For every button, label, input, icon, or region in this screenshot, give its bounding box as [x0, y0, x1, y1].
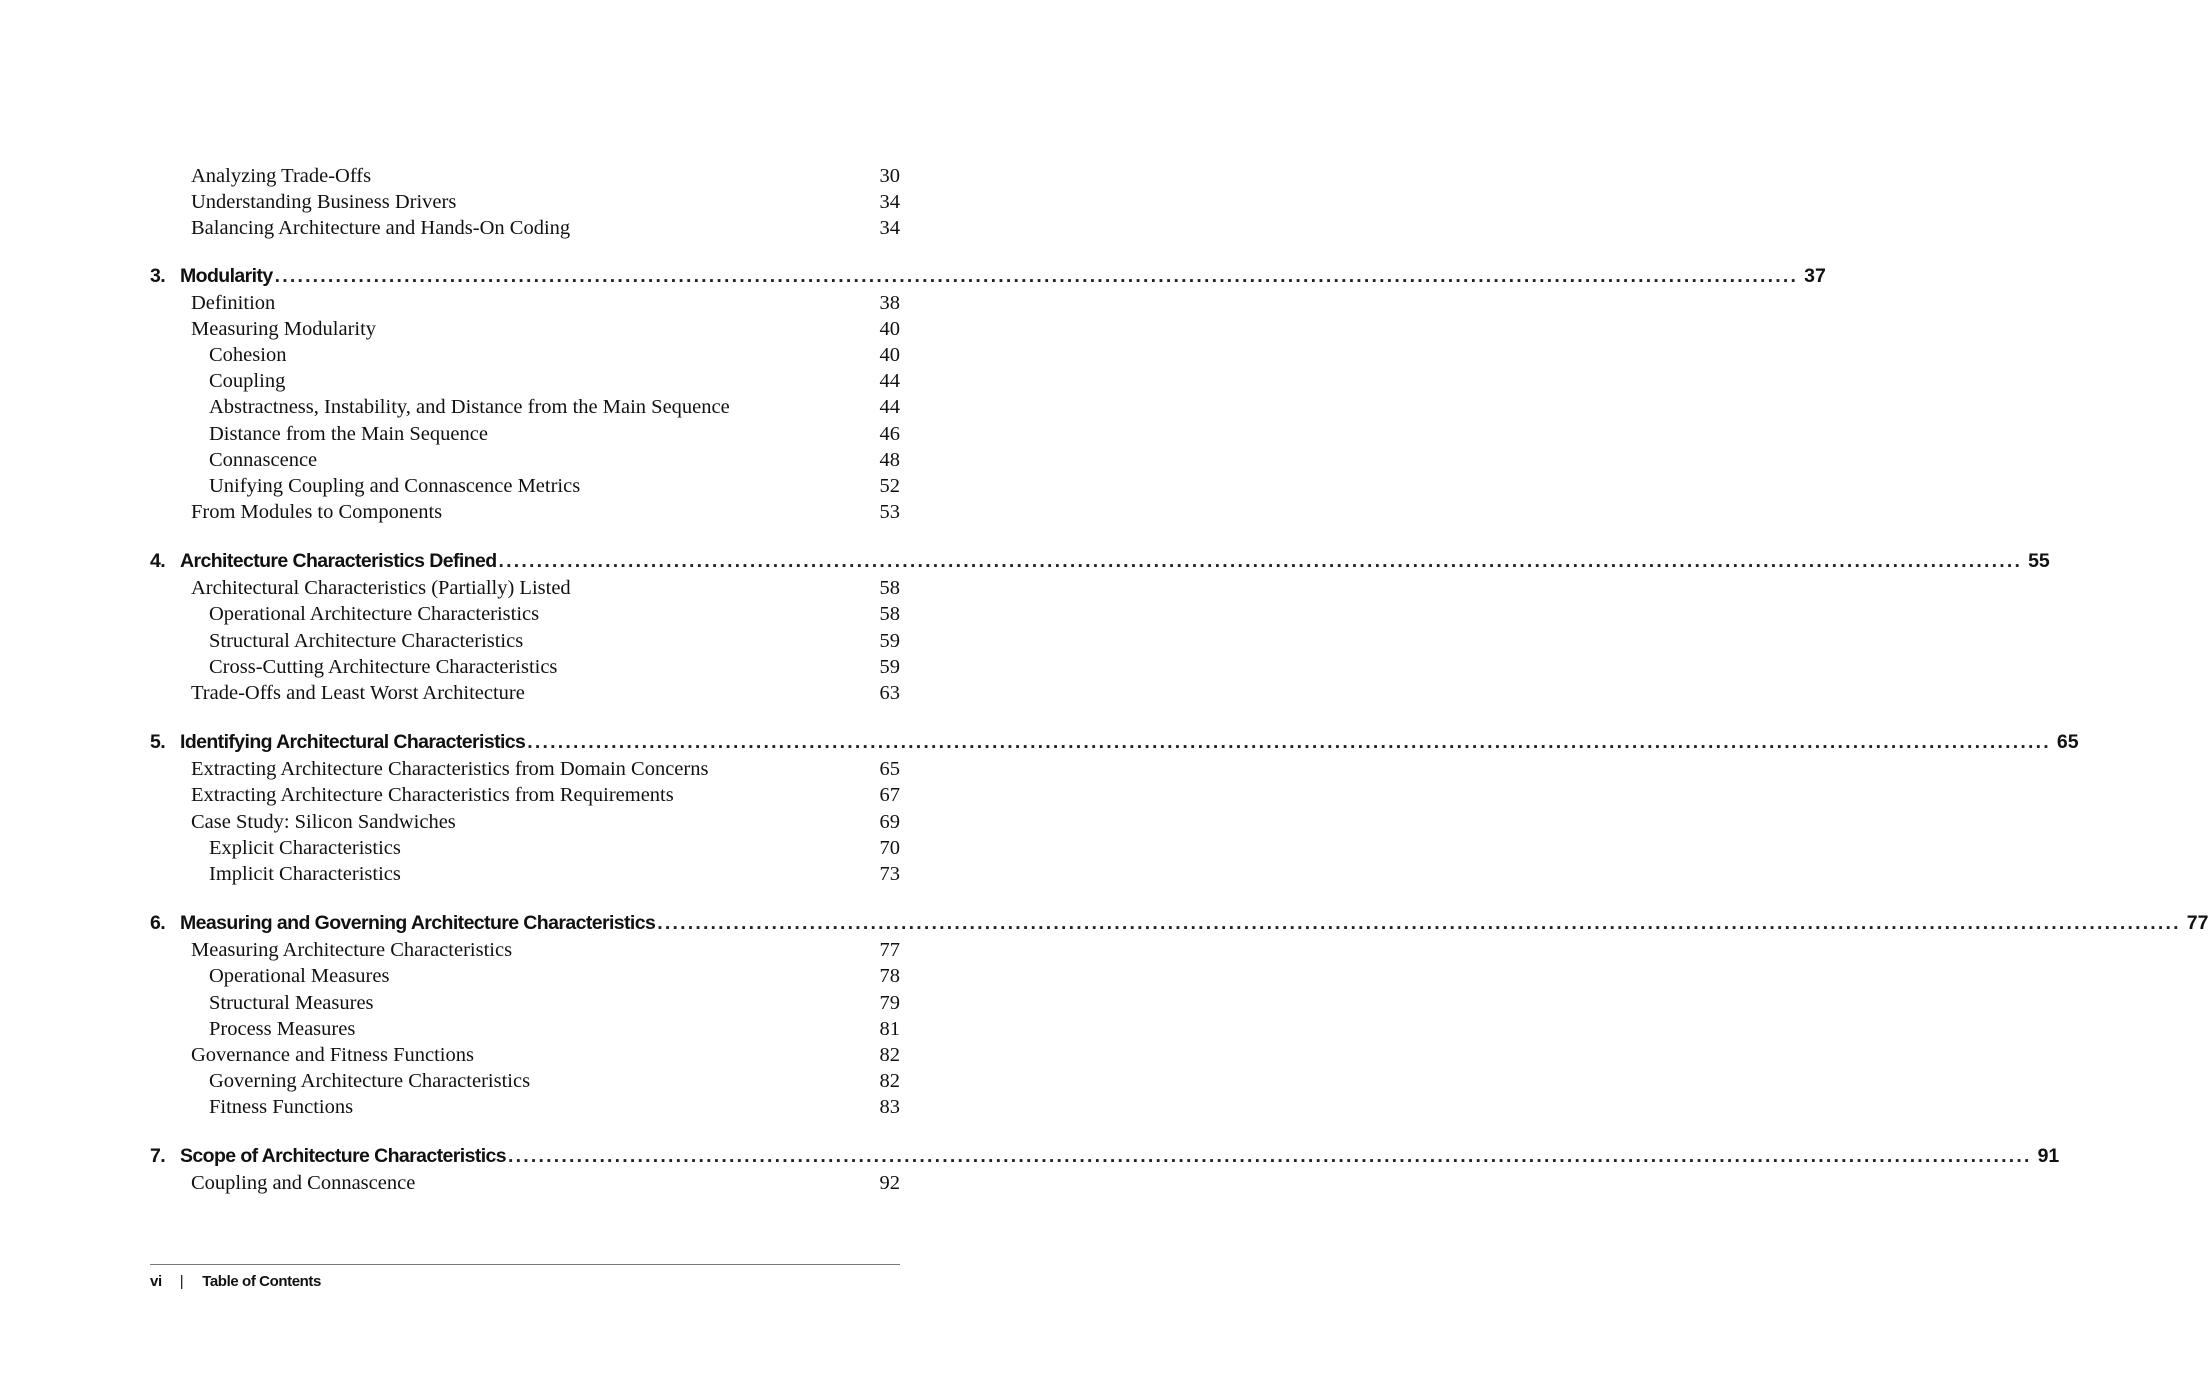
toc-entry[interactable] [150, 680, 900, 706]
toc-entry[interactable] [150, 575, 900, 601]
footer-separator: | [179, 1273, 184, 1290]
toc-entry-title: Process Measures [209, 1017, 356, 1040]
toc-entry-page: 82 [879, 1070, 900, 1093]
toc-entry-page: 92 [879, 1172, 900, 1195]
footer-page-number: vi [150, 1273, 162, 1290]
toc-entry-title: Structural Measures [209, 991, 374, 1014]
toc-entry-page: 58 [879, 577, 900, 600]
toc-entry-page: 67 [879, 784, 900, 807]
dot-leader: ........................................................................................................................................................................................................ [498, 550, 2023, 573]
toc-chapter-page: 37 [1804, 264, 1826, 287]
toc-entry[interactable] [150, 1170, 900, 1196]
toc-entry[interactable] [150, 473, 900, 499]
toc-entry[interactable] [150, 447, 900, 473]
toc-entry-title: Operational Architecture Characteristics [209, 603, 540, 626]
toc-entry-title: Trade-Offs and Least Worst Architecture [191, 682, 525, 704]
toc-chapter-number: 7. [150, 1145, 166, 1168]
toc-entry-title: Cross-Cutting Architecture Characteristics [209, 655, 558, 678]
toc-chapter-heading[interactable] [150, 909, 2208, 937]
toc-entry-page: 40 [879, 343, 900, 366]
toc-entry[interactable] [150, 809, 900, 835]
toc-entry-page: 59 [879, 655, 900, 678]
toc-chapter-number: 6. [150, 912, 166, 935]
toc-entry[interactable] [150, 756, 900, 782]
toc-entry-page: 44 [879, 370, 900, 393]
toc-entry-title: Operational Measures [209, 965, 390, 988]
toc-entry[interactable] [150, 215, 900, 241]
toc-entry-title: Analyzing Trade-Offs [191, 165, 372, 187]
toc-chapter-page: 65 [2056, 731, 2079, 754]
toc-entry-title: Architectural Characteristics (Partially) Listed [191, 577, 571, 600]
dot-leader: ........................................................................................................................................................................................................ [274, 264, 1799, 287]
toc-chapter-number-cell [150, 262, 180, 290]
toc-entry-page: 34 [879, 217, 900, 240]
toc-entry[interactable] [150, 1068, 900, 1094]
toc-entry[interactable] [150, 937, 900, 963]
toc-entry[interactable] [150, 963, 900, 989]
footer-running-title: Table of Contents [202, 1273, 321, 1290]
toc-entry-page: 73 [879, 862, 900, 885]
toc-entry-title: Structural Architecture Characteristics [209, 629, 524, 652]
toc-chapter-number-cell [150, 547, 180, 575]
toc-entry[interactable] [150, 654, 900, 680]
toc-entry[interactable] [150, 1042, 900, 1068]
toc-entry-page: 70 [879, 836, 900, 859]
toc-entry-title: Coupling and Connascence [191, 1172, 416, 1195]
toc-entry-title: Extracting Architecture Characteristics from Domain Concerns [191, 758, 709, 781]
toc-chapter-page: 77 [2186, 912, 2208, 935]
toc-chapter-title: Architecture Characteristics Defined [180, 550, 497, 573]
toc-entry-page: 82 [879, 1043, 900, 1066]
toc-entry-title: Explicit Characteristics [209, 836, 401, 859]
toc-entry-title: From Modules to Components [191, 501, 443, 524]
toc-entry[interactable] [150, 368, 900, 394]
toc-entry-title: Connascence [209, 448, 318, 471]
toc-entry[interactable] [150, 835, 900, 861]
toc-entry[interactable] [150, 394, 900, 420]
toc-entry-title: Distance from the Main Sequence [209, 422, 488, 445]
toc-entry[interactable] [150, 861, 900, 887]
toc-entry[interactable] [150, 342, 900, 368]
toc-entry-page: 79 [879, 991, 900, 1014]
toc-entry-title: Coupling [209, 370, 286, 393]
toc-entry-page: 69 [879, 810, 900, 833]
toc-entry-page: 44 [879, 396, 900, 419]
toc-entry[interactable] [150, 290, 900, 316]
toc-chapter-page: 91 [2037, 1145, 2060, 1168]
toc-entry-title: Governing Architecture Characteristics [209, 1070, 531, 1093]
toc-entry[interactable] [150, 163, 900, 189]
toc-entry-title: Measuring Architecture Characteristics [191, 939, 513, 962]
toc-entry-page: 34 [879, 191, 900, 214]
toc-entry[interactable] [150, 782, 900, 808]
toc-entry-page: 40 [879, 317, 900, 340]
toc-entry[interactable] [150, 189, 900, 215]
toc-entry-title: Case Study: Silicon Sandwiches [191, 810, 456, 833]
toc-entry-page: 81 [879, 1017, 900, 1040]
toc-entry[interactable] [150, 316, 900, 342]
toc-entry-title: Extracting Architecture Characteristics from Requirements [191, 784, 674, 807]
toc-entry-page: 30 [879, 165, 900, 187]
toc-chapter-heading[interactable] [150, 728, 2079, 756]
toc-entry-page: 52 [879, 474, 900, 497]
toc-chapter-heading[interactable] [150, 1142, 2060, 1170]
toc-entry-page: 59 [879, 629, 900, 652]
toc-chapter-number-cell [150, 728, 180, 756]
toc-chapter-number: 3. [150, 264, 166, 287]
toc-chapter-number: 4. [150, 550, 166, 573]
toc-entry-page: 83 [879, 1096, 900, 1119]
toc-entry-page: 63 [879, 682, 900, 704]
table-of-contents [150, 163, 2208, 1197]
dot-leader: ........................................................................................................................................................................................................ [527, 731, 2051, 754]
toc-entry-title: Understanding Business Drivers [191, 191, 457, 214]
toc-entry-title: Unifying Coupling and Connascence Metrics [209, 474, 581, 497]
toc-chapter-heading[interactable] [150, 262, 1826, 290]
toc-chapter-title: Identifying Architectural Characteristics [180, 731, 526, 754]
toc-chapter-title: Modularity [180, 264, 273, 287]
toc-entry-title: Cohesion [209, 343, 287, 366]
toc-entry[interactable] [150, 421, 900, 447]
toc-entry-title: Implicit Characteristics [209, 862, 401, 885]
toc-entry-title: Abstractness, Instability, and Distance from the Main Sequence [209, 396, 730, 419]
toc-chapter-number: 5. [150, 731, 166, 754]
toc-entry-title: Governance and Fitness Functions [191, 1043, 474, 1066]
toc-chapter-page: 55 [2028, 550, 2050, 573]
toc-entry[interactable] [150, 499, 900, 525]
footer-text [150, 1273, 321, 1290]
toc-entry-title: Balancing Architecture and Hands-On Coding [191, 217, 571, 240]
toc-chapter-number-cell [150, 1142, 180, 1170]
toc-chapter-heading[interactable] [150, 547, 2050, 575]
toc-chapter-title: Scope of Architecture Characteristics [180, 1145, 507, 1168]
toc-entry-title: Fitness Functions [209, 1096, 354, 1119]
toc-entry[interactable] [150, 1094, 900, 1120]
dot-leader: ........................................................................................................................................................................................................ [508, 1145, 2032, 1168]
toc-entry[interactable] [150, 601, 900, 627]
toc-chapter-number-cell [150, 909, 180, 937]
toc-entry-page: 53 [879, 501, 900, 524]
toc-entry[interactable] [150, 1016, 900, 1042]
toc-entry-page: 38 [879, 291, 900, 314]
toc-entry[interactable] [150, 990, 900, 1016]
toc-entry-title: Definition [191, 291, 276, 314]
toc-entry-page: 58 [879, 603, 900, 626]
toc-entry-page: 46 [879, 422, 900, 445]
page-footer [150, 1264, 900, 1290]
toc-entry[interactable] [150, 628, 900, 654]
toc-entry-title: Measuring Modularity [191, 317, 377, 340]
toc-entry-page: 77 [879, 939, 900, 962]
toc-entry-page: 48 [879, 448, 900, 471]
toc-chapter-title: Measuring and Governing Architecture Characteristics [180, 912, 656, 935]
toc-entry-page: 65 [879, 758, 900, 781]
toc-entry-page: 78 [879, 965, 900, 988]
dot-leader: ........................................................................................................................................................................................................ [657, 912, 2181, 935]
